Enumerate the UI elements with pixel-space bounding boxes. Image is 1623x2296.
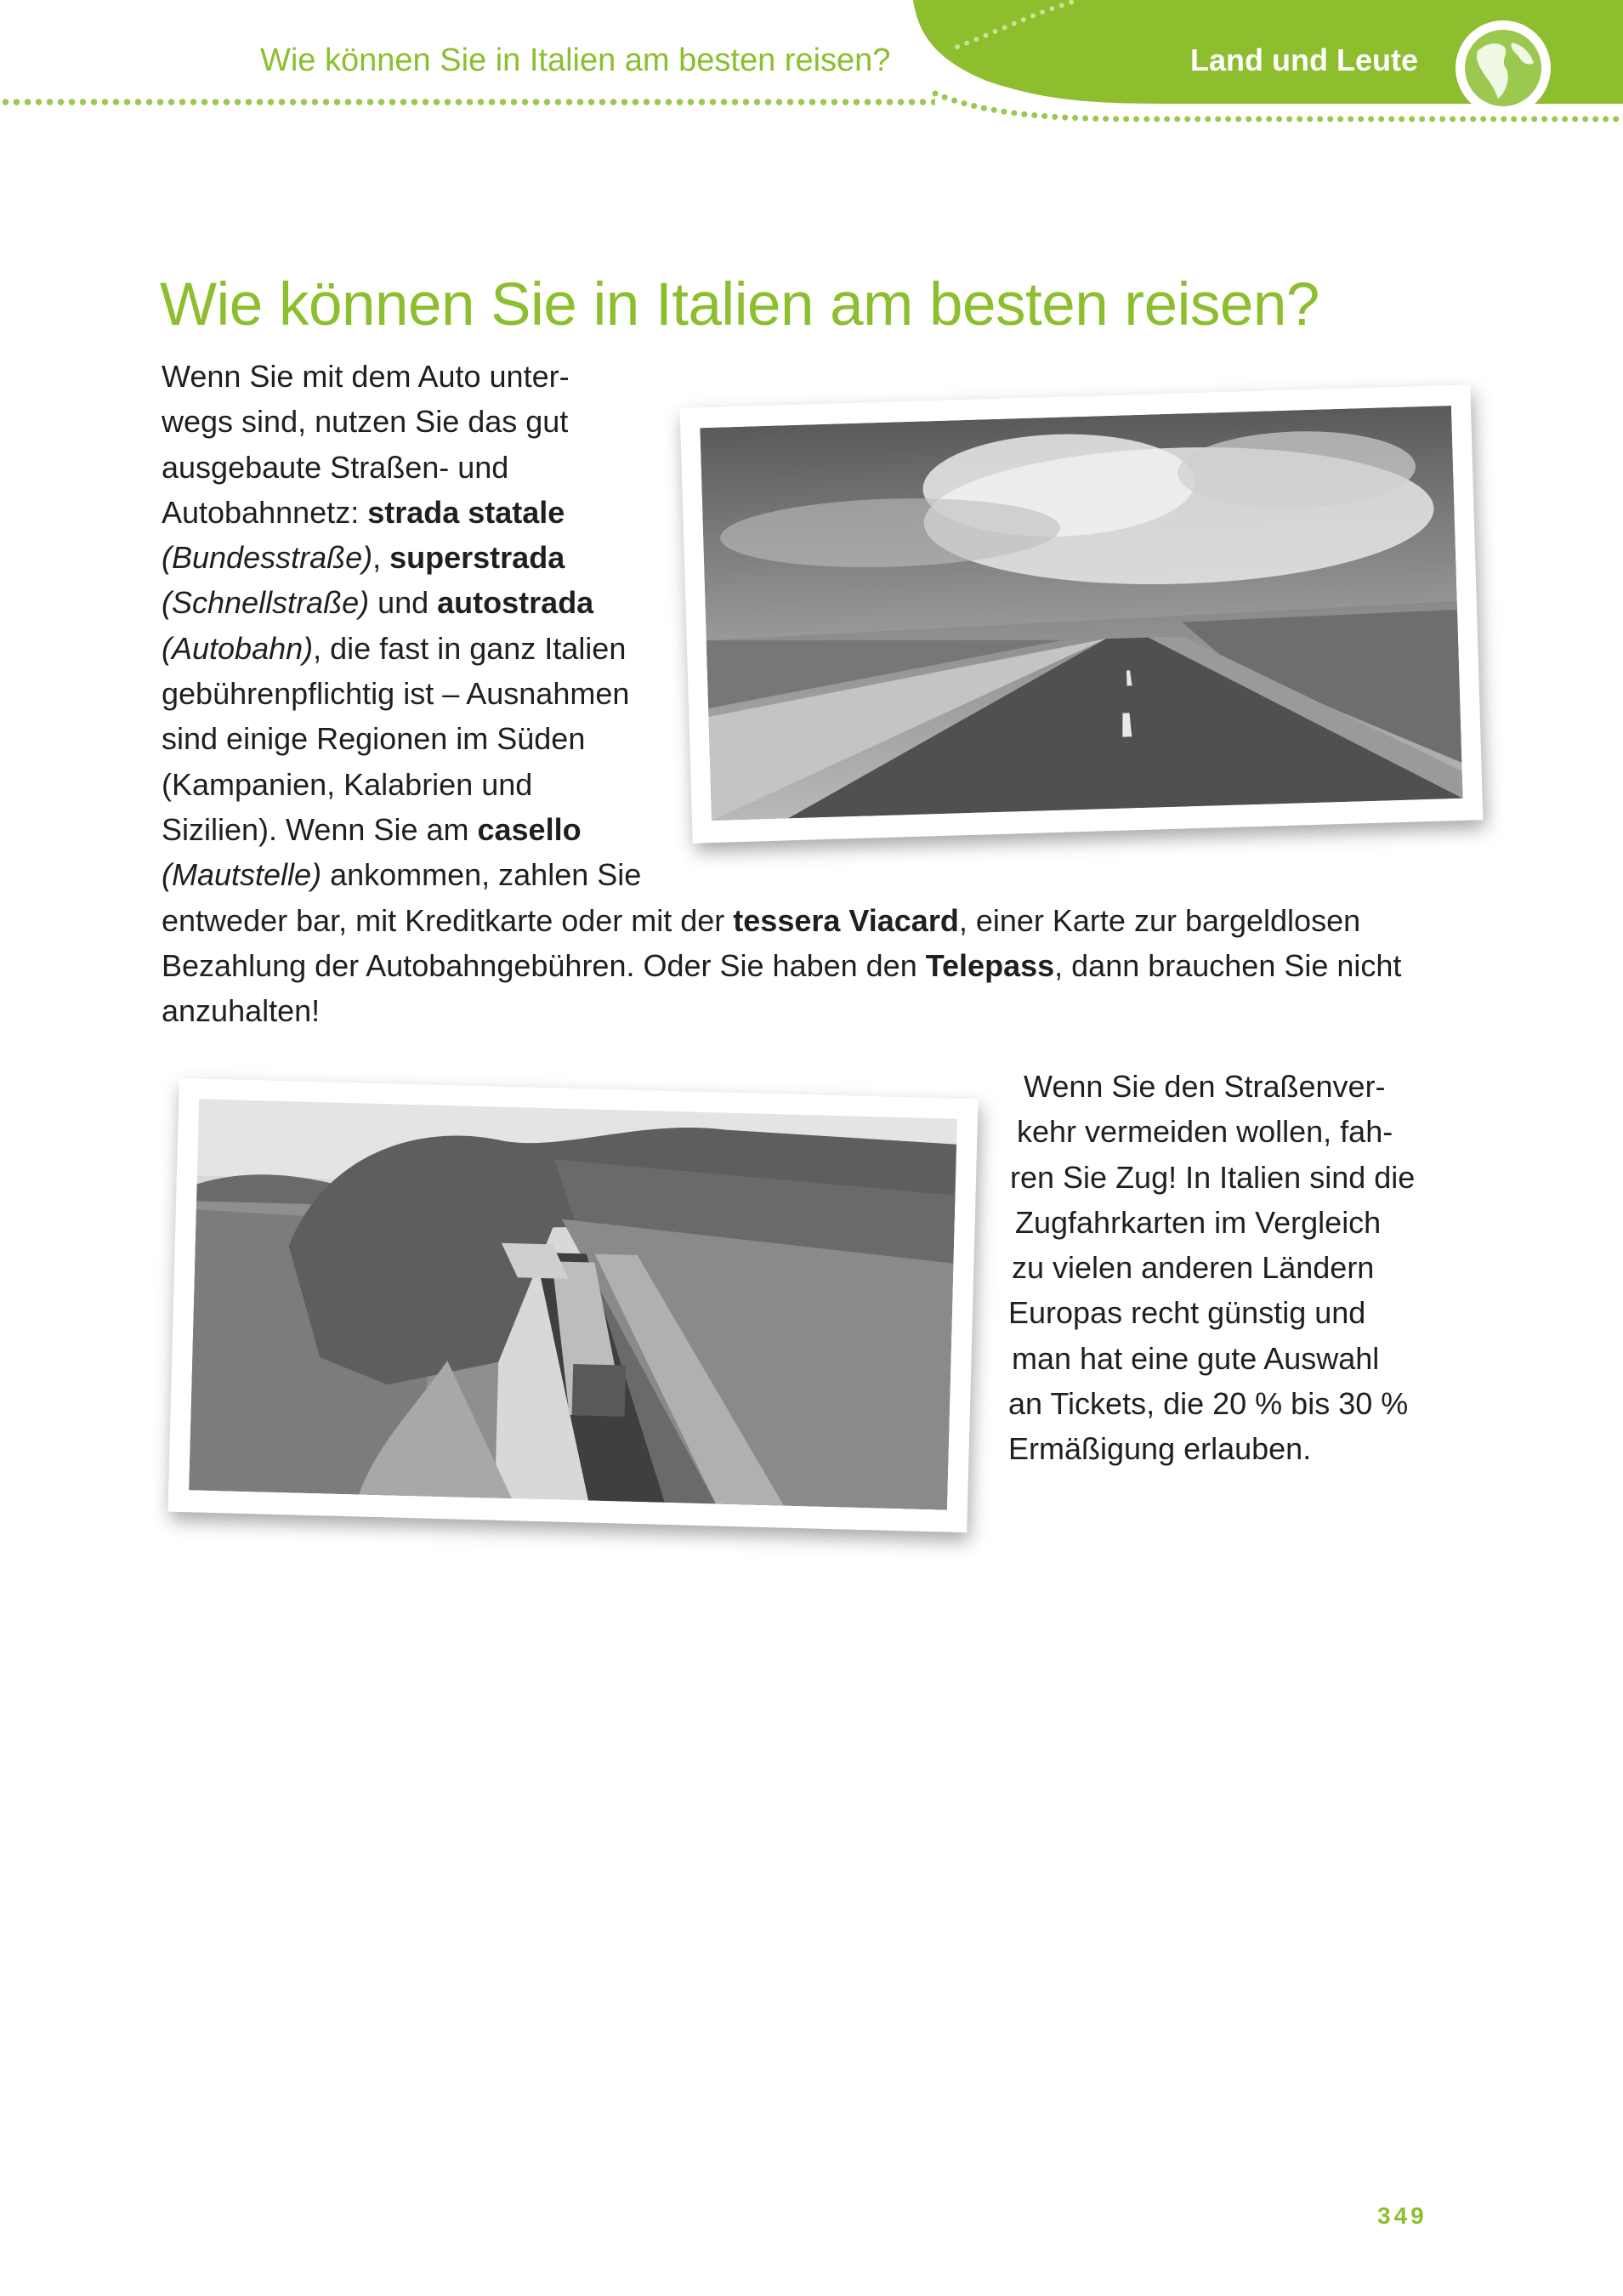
bold-term: strada statale [367, 494, 565, 530]
globe-icon [1452, 17, 1554, 119]
text-line [1008, 1426, 1415, 1471]
text-run: , die fast in ganz Italien [313, 630, 627, 666]
text-run: ankommen, zahlen Sie [321, 857, 642, 893]
text-run: Wenn Sie mit dem Auto unter- [162, 359, 570, 394]
text-run: sind einige Regionen im Süden [162, 721, 586, 757]
text-run: man hat eine gute Auswahl [1012, 1340, 1380, 1376]
text-run: an Tickets, die 20 % bis 30 % [1008, 1386, 1409, 1422]
page-title: Wie können Sie in Italien am besten reisen? [160, 271, 1319, 338]
text-run: , dann brauchen Sie nicht [1054, 947, 1402, 983]
running-title: Wie können Sie in Italien am besten reisen? [260, 43, 891, 78]
text-run: kehr vermeiden wollen, fah- [1017, 1114, 1393, 1150]
text-line [162, 943, 1401, 988]
section-label: Land und Leute [1190, 43, 1418, 77]
text-run: Sizilien). Wenn Sie am [162, 811, 478, 847]
road-image [700, 406, 1462, 821]
text-line [162, 852, 1401, 897]
text-run: (Kampanien, Kalabrien und [162, 766, 533, 802]
text-run: ren Sie Zug! In Italien sind die [1010, 1159, 1416, 1195]
text-run: Bezahlung der Autobahngebühren. Oder Sie haben den [162, 947, 926, 983]
bold-term: autostrada [437, 585, 594, 621]
text-line [1024, 1064, 1415, 1109]
bold-term: Telepass [925, 947, 1055, 983]
bold-term: superstrada [389, 540, 565, 576]
italic-translation: (Bundesstraße) [162, 540, 373, 576]
text-run: entweder bar, mit Kreditkarte oder mit der [162, 902, 734, 938]
text-run: zu vielen anderen Ländern [1012, 1250, 1375, 1286]
text-line [162, 898, 1401, 943]
text-run: ausgebaute Straßen- und [162, 449, 509, 485]
text-run: Zugfahrkarten im Vergleich [1015, 1204, 1382, 1240]
italic-translation: (Schnellstraße) [162, 585, 370, 621]
text-line [1008, 1290, 1415, 1335]
text-line [1012, 1336, 1415, 1381]
text-run: Ermäßigung erlauben. [1008, 1431, 1312, 1467]
text-line [1010, 1155, 1415, 1200]
text-run: Autobahnnetz: [162, 494, 368, 530]
italic-translation: (Autobahn) [162, 630, 314, 666]
train-photo [167, 1078, 978, 1532]
paragraph-train-travel [1003, 1064, 1415, 1472]
text-run: wegs sind, nutzen Sie das gut [162, 404, 569, 440]
text-line [1015, 1200, 1415, 1245]
text-run: , [372, 540, 390, 576]
train-image [189, 1099, 957, 1509]
text-run: Europas recht günstig und [1008, 1295, 1366, 1331]
italic-translation: (Mautstelle) [162, 857, 322, 893]
text-line [1008, 1381, 1415, 1426]
page-number: 349 [1377, 2202, 1427, 2229]
bold-term: casello [477, 811, 582, 847]
text-line [1012, 1245, 1415, 1290]
text-run: , einer Karte zur bargeldlosen [958, 902, 1361, 938]
text-line [162, 988, 1401, 1033]
text-run: gebührenpflichtig ist – Ausnahmen [162, 676, 630, 712]
text-run: und [369, 585, 438, 621]
text-run: anzuhalten! [162, 993, 321, 1029]
bold-term: tessera Viacard [733, 902, 959, 938]
text-line [1017, 1109, 1415, 1154]
header-dotted-rule [0, 95, 935, 109]
text-run: Wenn Sie den Straßenver- [1024, 1069, 1386, 1104]
road-photo [680, 384, 1484, 843]
